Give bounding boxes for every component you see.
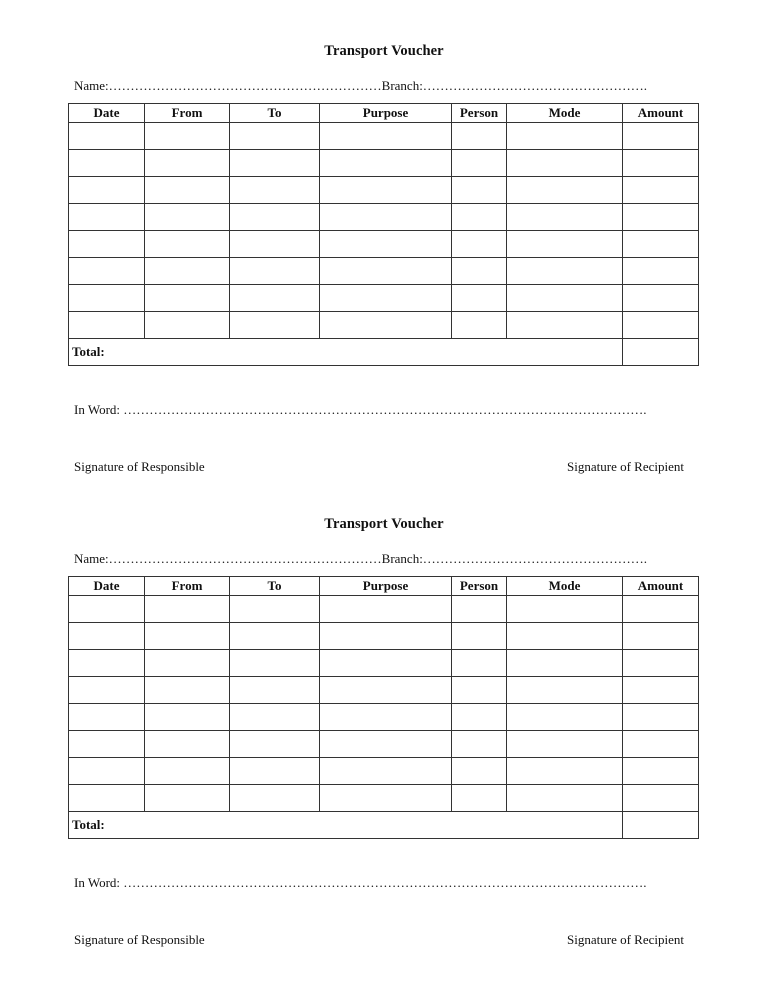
table-cell[interactable] <box>623 231 699 258</box>
table-cell[interactable] <box>452 258 507 285</box>
voucher-title: Transport Voucher <box>324 516 444 532</box>
total-row <box>69 812 699 839</box>
table-header-row <box>69 104 699 123</box>
table-cell[interactable] <box>507 650 623 677</box>
table-cell[interactable] <box>230 285 320 312</box>
table-cell[interactable] <box>145 704 230 731</box>
table-cell[interactable] <box>69 677 145 704</box>
signature-recipient: Signature of Recipient <box>567 459 684 474</box>
total-amount-cell[interactable] <box>623 339 699 366</box>
table-row <box>69 596 699 623</box>
table-cell[interactable] <box>69 123 145 150</box>
column-header-purpose: Purpose <box>320 577 452 596</box>
table-row <box>69 623 699 650</box>
voucher-table <box>68 103 699 366</box>
table-cell[interactable] <box>230 204 320 231</box>
voucher-table <box>68 576 699 839</box>
table-cell[interactable] <box>145 123 230 150</box>
table-cell[interactable] <box>452 285 507 312</box>
table-cell[interactable] <box>507 704 623 731</box>
transport-voucher-1 <box>0 0 768 474</box>
table-cell[interactable] <box>145 231 230 258</box>
table-cell[interactable] <box>623 204 699 231</box>
total-row <box>69 339 699 366</box>
table-cell[interactable] <box>452 758 507 785</box>
transport-voucher-2 <box>0 473 768 947</box>
table-cell[interactable] <box>69 231 145 258</box>
table-cell[interactable] <box>320 596 452 623</box>
table-cell[interactable] <box>69 758 145 785</box>
table-cell[interactable] <box>69 285 145 312</box>
table-cell[interactable] <box>145 150 230 177</box>
column-header-purpose: Purpose <box>320 104 452 123</box>
table-row <box>69 650 699 677</box>
table-cell[interactable] <box>145 785 230 812</box>
table-cell[interactable] <box>507 285 623 312</box>
table-cell[interactable] <box>452 312 507 339</box>
table-cell[interactable] <box>507 785 623 812</box>
table-cell[interactable] <box>230 150 320 177</box>
table-cell[interactable] <box>623 312 699 339</box>
table-cell[interactable] <box>623 650 699 677</box>
table-row <box>69 677 699 704</box>
table-cell[interactable] <box>230 231 320 258</box>
table-cell[interactable] <box>623 177 699 204</box>
table-cell[interactable] <box>623 758 699 785</box>
name-branch-line: Name:………………………………………………………Branch:……………………………………………. <box>74 551 648 566</box>
table-cell[interactable] <box>69 150 145 177</box>
table-cell[interactable] <box>623 596 699 623</box>
table-cell[interactable] <box>452 231 507 258</box>
table-cell[interactable] <box>320 123 452 150</box>
voucher-title: Transport Voucher <box>324 43 444 59</box>
column-header-to: To <box>230 577 320 596</box>
table-cell[interactable] <box>230 677 320 704</box>
table-row <box>69 731 699 758</box>
table-cell[interactable] <box>230 704 320 731</box>
table-cell[interactable] <box>230 596 320 623</box>
table-cell[interactable] <box>452 677 507 704</box>
table-cell[interactable] <box>452 731 507 758</box>
table-cell[interactable] <box>145 596 230 623</box>
table-cell[interactable] <box>623 785 699 812</box>
table-cell[interactable] <box>145 204 230 231</box>
table-cell[interactable] <box>452 150 507 177</box>
table-cell[interactable] <box>623 731 699 758</box>
table-cell[interactable] <box>69 704 145 731</box>
table-cell[interactable] <box>507 731 623 758</box>
table-cell[interactable] <box>507 312 623 339</box>
table-cell[interactable] <box>507 623 623 650</box>
total-amount-cell[interactable] <box>623 812 699 839</box>
table-cell[interactable] <box>230 758 320 785</box>
table-cell[interactable] <box>452 177 507 204</box>
table-cell[interactable] <box>623 285 699 312</box>
table-cell[interactable] <box>69 623 145 650</box>
table-row <box>69 150 699 177</box>
table-row <box>69 285 699 312</box>
table-row <box>69 258 699 285</box>
column-header-mode: Mode <box>507 104 623 123</box>
column-header-amount: Amount <box>623 577 699 596</box>
total-label: Total: <box>69 812 623 839</box>
table-cell[interactable] <box>507 677 623 704</box>
column-header-date: Date <box>69 577 145 596</box>
table-cell[interactable] <box>320 704 452 731</box>
table-cell[interactable] <box>507 204 623 231</box>
signature-recipient: Signature of Recipient <box>567 932 684 947</box>
in-word-line: In Word: …………………………………………………………………………………………………………. <box>74 875 647 890</box>
table-cell[interactable] <box>145 285 230 312</box>
table-cell[interactable] <box>145 177 230 204</box>
column-header-from: From <box>145 577 230 596</box>
table-cell[interactable] <box>145 258 230 285</box>
table-cell[interactable] <box>320 150 452 177</box>
column-header-mode: Mode <box>507 577 623 596</box>
total-label: Total: <box>69 339 623 366</box>
table-cell[interactable] <box>623 258 699 285</box>
table-cell[interactable] <box>320 650 452 677</box>
table-cell[interactable] <box>69 258 145 285</box>
table-cell[interactable] <box>230 177 320 204</box>
table-cell[interactable] <box>320 177 452 204</box>
table-cell[interactable] <box>320 258 452 285</box>
table-row <box>69 704 699 731</box>
table-cell[interactable] <box>69 731 145 758</box>
table-cell[interactable] <box>145 623 230 650</box>
table-cell[interactable] <box>69 204 145 231</box>
table-cell[interactable] <box>623 623 699 650</box>
table-cell[interactable] <box>623 677 699 704</box>
table-cell[interactable] <box>452 596 507 623</box>
column-header-to: To <box>230 104 320 123</box>
column-header-person: Person <box>452 104 507 123</box>
table-cell[interactable] <box>145 677 230 704</box>
table-row <box>69 123 699 150</box>
in-word-line: In Word: …………………………………………………………………………………………………………. <box>74 402 647 417</box>
table-cell[interactable] <box>145 650 230 677</box>
name-branch-line: Name:………………………………………………………Branch:……………………………………………. <box>74 78 648 93</box>
table-cell[interactable] <box>69 312 145 339</box>
table-cell[interactable] <box>230 650 320 677</box>
table-cell[interactable] <box>320 758 452 785</box>
table-row <box>69 231 699 258</box>
table-cell[interactable] <box>230 312 320 339</box>
table-cell[interactable] <box>507 231 623 258</box>
table-cell[interactable] <box>507 123 623 150</box>
table-cell[interactable] <box>145 731 230 758</box>
table-cell[interactable] <box>69 650 145 677</box>
table-header-row <box>69 577 699 596</box>
table-cell[interactable] <box>623 150 699 177</box>
table-cell[interactable] <box>507 150 623 177</box>
table-cell[interactable] <box>452 123 507 150</box>
table-cell[interactable] <box>320 285 452 312</box>
signature-responsible: Signature of Responsible <box>74 932 205 947</box>
column-header-amount: Amount <box>623 104 699 123</box>
table-cell[interactable] <box>230 258 320 285</box>
table-cell[interactable] <box>69 596 145 623</box>
table-cell[interactable] <box>320 785 452 812</box>
table-cell[interactable] <box>507 258 623 285</box>
column-header-from: From <box>145 104 230 123</box>
column-header-date: Date <box>69 104 145 123</box>
table-cell[interactable] <box>452 650 507 677</box>
table-cell[interactable] <box>452 785 507 812</box>
table-row <box>69 758 699 785</box>
table-cell[interactable] <box>320 623 452 650</box>
table-cell[interactable] <box>230 785 320 812</box>
table-cell[interactable] <box>507 758 623 785</box>
table-cell[interactable] <box>145 758 230 785</box>
table-cell[interactable] <box>230 123 320 150</box>
table-cell[interactable] <box>320 731 452 758</box>
table-row <box>69 177 699 204</box>
table-cell[interactable] <box>145 312 230 339</box>
table-cell[interactable] <box>452 623 507 650</box>
signature-responsible: Signature of Responsible <box>74 459 205 474</box>
table-cell[interactable] <box>69 177 145 204</box>
table-cell[interactable] <box>320 312 452 339</box>
table-cell[interactable] <box>623 123 699 150</box>
table-cell[interactable] <box>69 785 145 812</box>
table-cell[interactable] <box>320 677 452 704</box>
column-header-person: Person <box>452 577 507 596</box>
table-cell[interactable] <box>507 596 623 623</box>
table-cell[interactable] <box>230 623 320 650</box>
table-cell[interactable] <box>320 204 452 231</box>
table-cell[interactable] <box>452 704 507 731</box>
table-cell[interactable] <box>320 231 452 258</box>
table-cell[interactable] <box>452 204 507 231</box>
table-row <box>69 785 699 812</box>
table-cell[interactable] <box>507 177 623 204</box>
table-cell[interactable] <box>623 704 699 731</box>
table-row <box>69 204 699 231</box>
table-row <box>69 312 699 339</box>
table-cell[interactable] <box>230 731 320 758</box>
